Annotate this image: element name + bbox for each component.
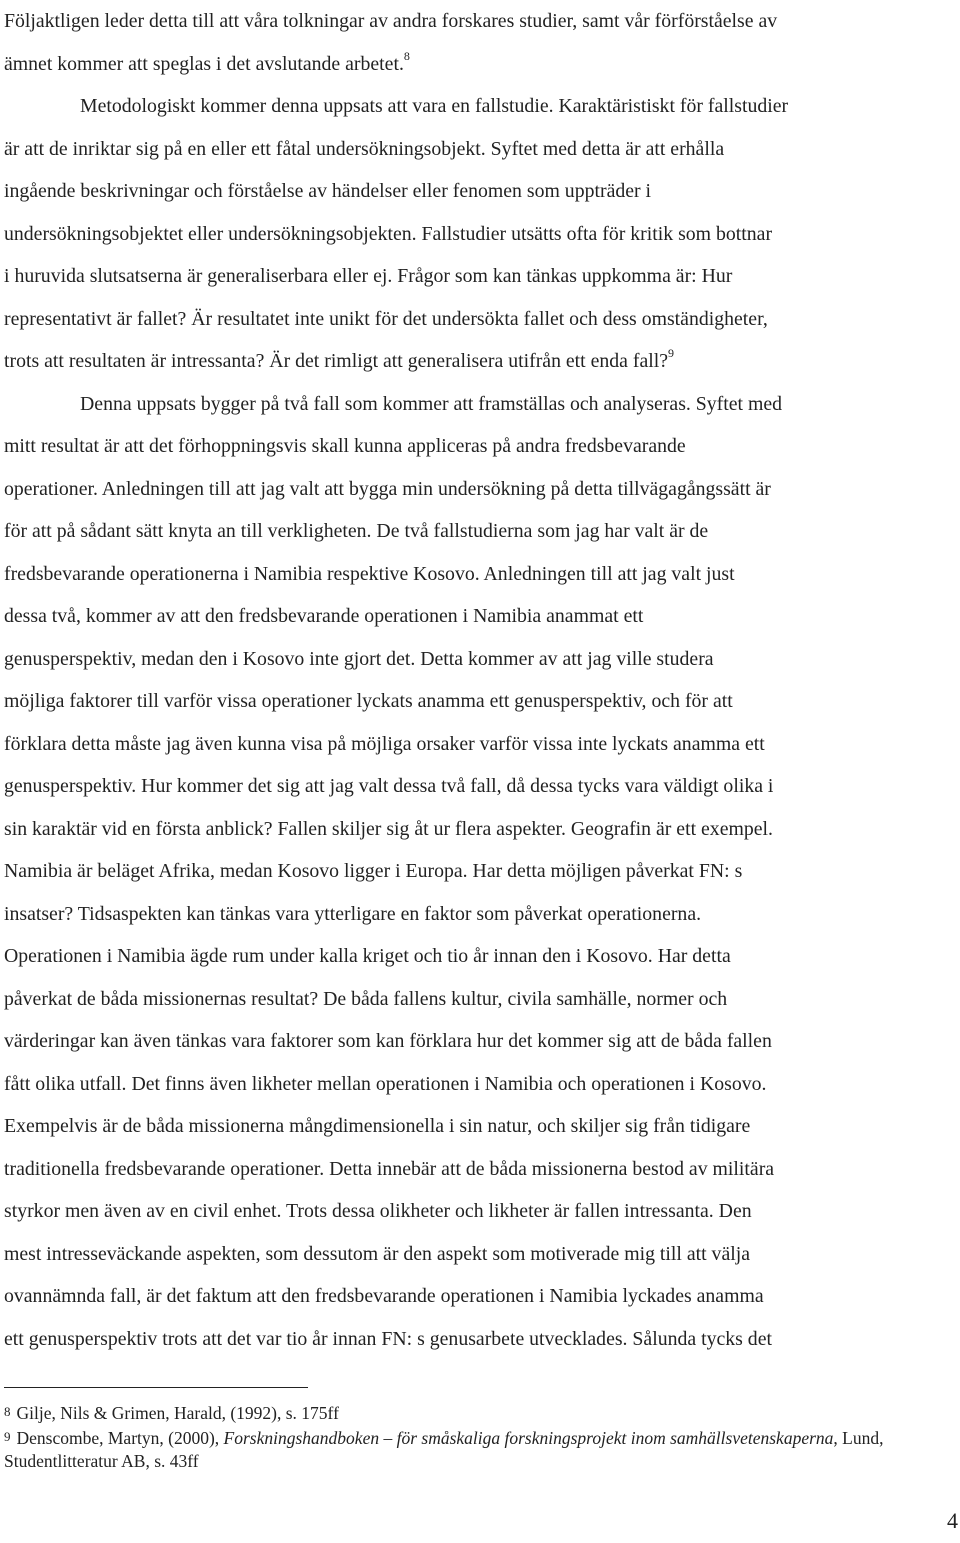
text-line	[4, 680, 960, 723]
text-line	[4, 1020, 960, 1063]
line-text: är att de inriktar sig på en eller ett fåtal undersökningsobjekt. Syftet med detta är att erhålla	[4, 137, 725, 160]
text-line	[4, 468, 960, 511]
text-line	[4, 1148, 960, 1191]
text-line	[4, 510, 960, 553]
line-text: möjliga faktorer till varför vissa operationer lyckats anamma ett genusperspektiv, och för att	[4, 690, 733, 712]
footnote-separator	[4, 1387, 308, 1388]
line-text: Operationen i Namibia ägde rum under kalla kriget och tio år innan den i Kosovo. Har detta	[4, 945, 731, 967]
text-line	[4, 170, 960, 213]
line-text: Exempelvis är de båda missionerna mångdimensionella i sin natur, och skiljer sig från tidigare	[4, 1115, 751, 1137]
text-line	[4, 978, 960, 1021]
text-line	[4, 298, 960, 341]
footnote-reference[interactable]: 8	[403, 48, 410, 63]
line-text: för att på sådant sätt knyta an till verkligheten. De två fallstudierna som jag har valt är de	[4, 520, 709, 542]
line-text: undersökningsobjektet eller undersökningsobjekten. Fallstudier utsätts ofta för kritik som bottnar	[4, 222, 773, 245]
text-line	[4, 85, 960, 128]
line-text: Namibia är beläget Afrika, medan Kosovo ligger i Europa. Har detta möjligen påverkat FN: s	[4, 860, 743, 882]
line-text: trots att resultaten är intressanta? Är det rimligt att generalisera utifrån ett enda fall?	[4, 350, 669, 372]
line-text: i huruvida slutsatserna är generaliserbara eller ej. Frågor som kan tänkas uppkomma är: Hur	[4, 265, 733, 287]
footnote-9-continued: Studentlitteratur AB, s. 43ff	[4, 1451, 199, 1471]
text-line	[4, 935, 960, 978]
text-line	[4, 213, 960, 256]
footnote-text: Gilje, Nils & Grimen, Harald, (1992), s. 175ff	[16, 1403, 339, 1423]
text-line	[4, 1190, 960, 1233]
line-text: ingående beskrivningar och förståelse av händelser eller fenomen som uppträder i	[4, 180, 652, 202]
text-line	[4, 43, 960, 86]
text-line	[4, 723, 960, 766]
footnote-reference[interactable]: 9	[668, 346, 675, 361]
line-text: ämnet kommer att speglas i det avslutande arbetet.	[4, 52, 404, 75]
line-text: ovannämnda fall, är det faktum att den fredsbevarande operationen i Namibia lyckades anamma	[4, 1285, 764, 1307]
line-text: fått olika utfall. Det finns även likheter mellan operationen i Namibia och operationen i Kosovo.	[4, 1072, 767, 1095]
line-text: operationer. Anledningen till att jag valt att bygga min undersökning på detta tillvägagångssätt är	[4, 477, 771, 500]
text-line	[4, 808, 960, 851]
line-text: traditionella fredsbevarande operationer. Detta innebär att de båda missionerna bestod av militära	[4, 1157, 775, 1180]
page-number: 4	[947, 1508, 958, 1533]
text-line	[4, 1275, 960, 1318]
line-text: Metodologiskt kommer denna uppsats att vara en fallstudie. Karaktäristiskt för fallstudier	[80, 95, 789, 117]
text-line	[4, 1105, 960, 1148]
line-text: fredsbevarande operationerna i Namibia respektive Kosovo. Anledningen till att jag valt just	[4, 562, 735, 585]
line-text: Denna uppsats bygger på två fall som kommer att framställas och analyseras. Syftet med	[80, 392, 783, 415]
footnote-text-tail: , Lund,	[833, 1428, 884, 1448]
footnote-8	[4, 1400, 954, 1425]
text-line	[4, 383, 960, 426]
text-line	[4, 255, 960, 298]
footnote-text: Denscombe, Martyn, (2000),	[16, 1428, 224, 1448]
text-line	[4, 595, 960, 638]
text-line	[4, 765, 960, 808]
line-text: ett genusperspektiv trots att det var tio år innan FN: s genusarbete utvecklades. Sålunda tycks det	[4, 1327, 772, 1350]
text-line	[4, 1063, 960, 1106]
text-line	[4, 893, 960, 936]
footnotes	[4, 1400, 954, 1473]
text-line	[4, 850, 960, 893]
text-line	[4, 0, 960, 43]
footnote-title: Forskningshandboken – för småskaliga forskningsprojekt inom samhällsvetenskaperna	[223, 1428, 834, 1448]
line-text: påverkat de båda missionernas resultat? De båda fallens kultur, civila samhälle, normer och	[4, 987, 728, 1010]
text-line	[4, 638, 960, 681]
text-line	[4, 425, 960, 468]
body-text	[4, 0, 960, 1360]
line-text: mest intresseväckande aspekten, som dessutom är den aspekt som motiverade mig till att välja	[4, 1242, 750, 1265]
footnote-9	[4, 1425, 954, 1450]
text-line	[4, 553, 960, 596]
footnote-number: 8	[4, 1404, 11, 1419]
line-text: Följaktligen leder detta till att våra tolkningar av andra forskares studier, samt vår förförståelse av	[4, 10, 778, 32]
line-text: styrkor men även av en civil enhet. Trots dessa olikheter och likheter är fallen intressanta. Den	[4, 1200, 752, 1222]
line-text: representativt är fallet? Är resultatet inte unikt för det undersökta fallet och dess omständigheter,	[4, 307, 768, 330]
text-line	[4, 128, 960, 171]
text-line	[4, 1318, 960, 1361]
text-line	[4, 340, 960, 383]
line-text: insatser? Tidsaspekten kan tänkas vara ytterligare en faktor som påverkat operationerna.	[4, 902, 702, 925]
line-text: värderingar kan även tänkas vara faktorer som kan förklara hur det kommer sig att de båda fallen	[4, 1030, 772, 1052]
line-text: mitt resultat är att det förhoppningsvis skall kunna appliceras på andra fredsbevarande	[4, 435, 686, 457]
footnote-number: 9	[4, 1429, 11, 1444]
line-text: genusperspektiv, medan den i Kosovo inte gjort det. Detta kommer av att jag ville studera	[4, 647, 714, 670]
line-text: förklara detta måste jag även kunna visa på möjliga orsaker varför vissa inte lyckats anamma ett	[4, 732, 765, 755]
text-line	[4, 1233, 960, 1276]
line-text: genusperspektiv. Hur kommer det sig att jag valt dessa två fall, då dessa tycks vara väldigt olika i	[4, 775, 774, 797]
line-text: sin karaktär vid en första anblick? Fallen skiljer sig åt ur flera aspekter. Geografin är ett exempel.	[4, 817, 773, 840]
line-text: dessa två, kommer av att den fredsbevarande operationen i Namibia anammat ett	[4, 605, 644, 627]
